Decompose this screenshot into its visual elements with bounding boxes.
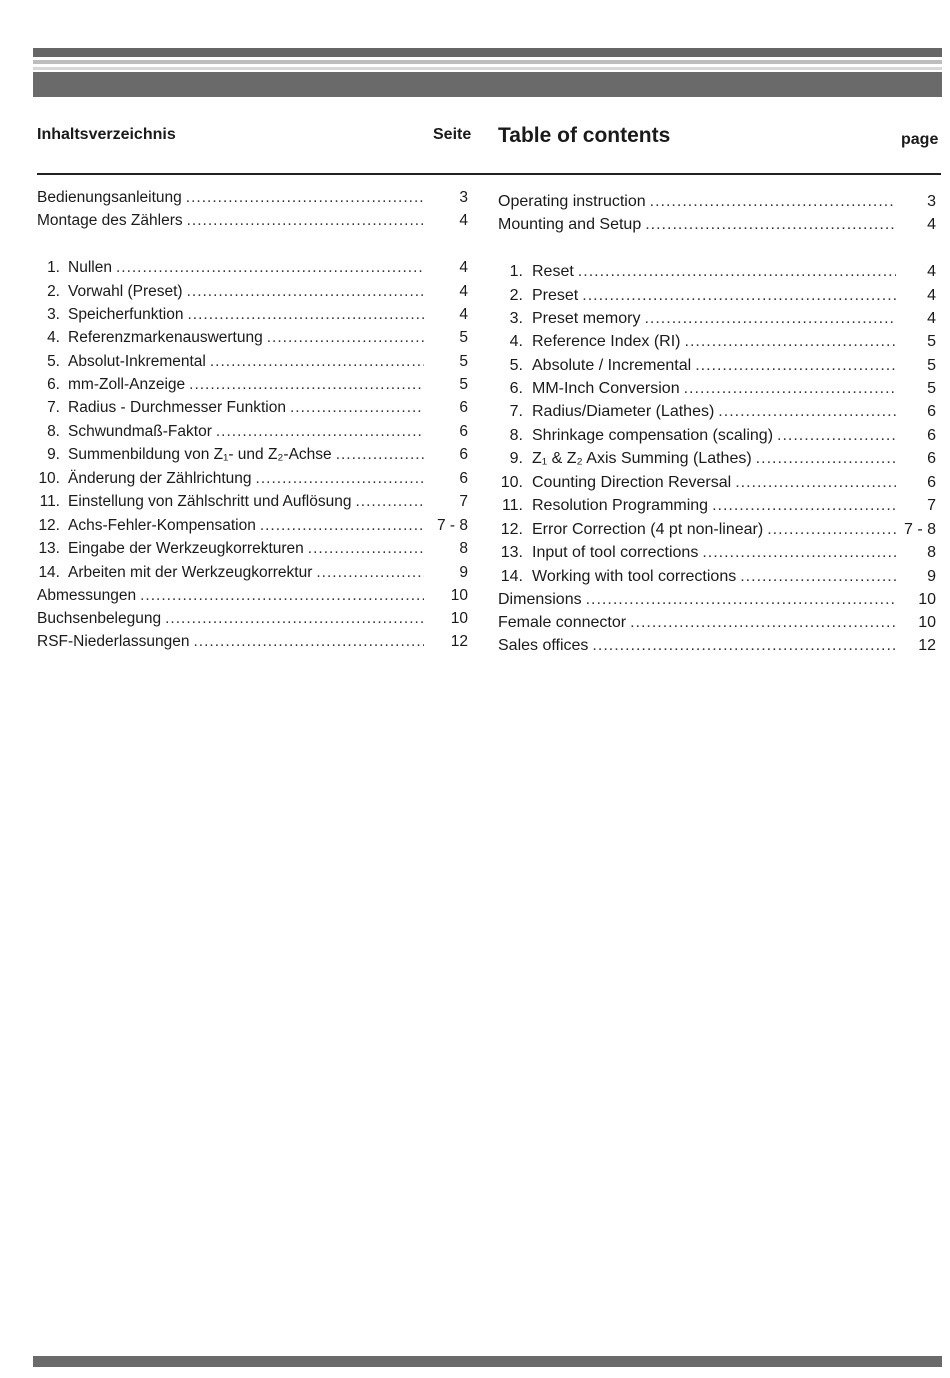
toc-entry-page: 8	[927, 544, 936, 561]
dot-leader	[735, 473, 896, 493]
toc-entry-label: Nullen	[68, 259, 112, 276]
toc-entry-page: 5	[459, 353, 468, 370]
toc-entry-page: 5	[459, 376, 468, 393]
toc-entry[interactable]	[37, 188, 468, 208]
dot-leader	[650, 192, 896, 212]
dot-leader	[740, 567, 896, 587]
toc-entry-number: 12.	[38, 517, 60, 534]
toc-entry-number: 3.	[509, 310, 523, 327]
dot-leader	[256, 469, 424, 489]
toc-entry-label: Z₁ & Z₂ Axis Summing (Lathes)	[532, 450, 752, 467]
toc-entry[interactable]	[498, 379, 936, 399]
toc-entry-page: 4	[927, 287, 936, 304]
toc-entry-label: Error Correction (4 pt non-linear)	[532, 521, 764, 538]
toc-entry-label: Dimensions	[498, 591, 582, 608]
toc-entry-page: 6	[927, 427, 936, 444]
toc-entry-page: 5	[927, 357, 936, 374]
dot-leader	[165, 609, 424, 629]
toc-entry-label: Female connector	[498, 614, 627, 631]
toc-entry-label: Montage des Zählers	[37, 212, 183, 229]
dot-leader	[756, 449, 896, 469]
toc-entry-number: 3.	[47, 306, 60, 323]
toc-entry[interactable]	[37, 305, 468, 325]
dot-leader	[685, 332, 896, 352]
dot-leader	[702, 543, 896, 563]
toc-entry-page: 10	[450, 610, 468, 627]
toc-entry[interactable]	[498, 590, 936, 610]
toc-entry[interactable]	[498, 215, 936, 235]
toc-entry-label: Radius/Diameter (Lathes)	[532, 403, 715, 420]
toc-entry[interactable]	[498, 402, 936, 422]
toc-entry-page: 6	[927, 474, 936, 491]
toc-entry-label: Vorwahl (Preset)	[68, 283, 183, 300]
toc-entry[interactable]	[498, 309, 936, 329]
dot-leader	[630, 613, 896, 633]
dot-leader	[712, 496, 896, 516]
toc-entry-page: 6	[459, 446, 468, 463]
toc-entry[interactable]	[37, 609, 468, 629]
toc-entry[interactable]	[37, 422, 468, 442]
toc-entry-number: 11.	[501, 497, 523, 514]
dot-leader	[187, 282, 424, 302]
toc-entry-label: Resolution Programming	[532, 497, 709, 514]
toc-entry[interactable]	[37, 492, 468, 512]
toc-entry-number: 1.	[509, 263, 523, 280]
toc-entry[interactable]	[498, 449, 936, 469]
toc-entry[interactable]	[37, 539, 468, 559]
toc-entry-page: 4	[459, 259, 468, 276]
toc-entry-number: 2.	[47, 283, 60, 300]
toc-entry[interactable]	[37, 328, 468, 348]
toc-entry-number: 6.	[509, 380, 523, 397]
toc-entry[interactable]	[498, 567, 936, 587]
toc-english	[498, 0, 939, 660]
page-column-label-german: Seite	[433, 126, 472, 143]
dot-leader	[116, 258, 424, 278]
dot-leader	[260, 516, 424, 536]
dot-leader	[582, 286, 896, 306]
toc-entry-label: Reference Index (RI)	[532, 333, 681, 350]
toc-entry[interactable]	[498, 543, 936, 563]
toc-entry-label: Schwundmaß-Faktor	[68, 423, 212, 440]
toc-entry-label: Input of tool corrections	[532, 544, 699, 561]
toc-entry-label: Speicherfunktion	[68, 306, 184, 323]
toc-entry[interactable]	[498, 473, 936, 493]
toc-title-english: Table of contents	[498, 124, 671, 147]
toc-entry-page: 6	[927, 403, 936, 420]
dot-leader	[695, 356, 896, 376]
dot-leader	[308, 539, 424, 559]
toc-entry-page: 7 - 8	[436, 517, 468, 534]
toc-entry-page: 12	[450, 633, 468, 650]
toc-entry[interactable]	[498, 332, 936, 352]
toc-entry-page: 7	[459, 493, 468, 510]
dot-leader	[644, 309, 896, 329]
toc-entry[interactable]	[37, 352, 468, 372]
toc-entry-label: Absolute / Incremental	[532, 357, 692, 374]
toc-entry-page: 5	[927, 380, 936, 397]
dot-leader	[210, 352, 424, 372]
toc-entry-number: 7.	[47, 399, 60, 416]
toc-entry-label: Reset	[532, 263, 574, 280]
toc-entry-label: Buchsenbelegung	[37, 610, 162, 627]
toc-entry[interactable]	[498, 613, 936, 633]
toc-entry-page: 6	[459, 470, 468, 487]
toc-entry-number: 8.	[509, 427, 523, 444]
toc-entry-page: 10	[918, 614, 936, 631]
page-column-label-english: page	[901, 131, 939, 148]
toc-entry[interactable]	[37, 282, 468, 302]
dot-leader	[718, 402, 896, 422]
toc-entry-label: Counting Direction Reversal	[532, 474, 732, 491]
toc-entry[interactable]	[498, 356, 936, 376]
dot-leader	[290, 398, 424, 418]
toc-entry-label: Referenzmarkenauswertung	[68, 329, 263, 346]
dot-leader	[586, 590, 896, 610]
dot-leader	[267, 328, 424, 348]
dot-leader	[187, 211, 424, 231]
toc-entry[interactable]	[37, 375, 468, 395]
dot-leader	[578, 262, 896, 282]
toc-entry[interactable]	[37, 469, 468, 489]
dot-leader	[316, 563, 424, 583]
toc-entry-page: 4	[927, 310, 936, 327]
toc-german	[37, 0, 468, 660]
toc-entry-label: Preset	[532, 287, 579, 304]
dot-leader	[684, 379, 896, 399]
toc-entry-number: 12.	[500, 521, 523, 538]
toc-entry-label: Bedienungsanleitung	[37, 189, 182, 206]
toc-entry-number: 6.	[47, 376, 60, 393]
toc-entry[interactable]	[498, 192, 936, 212]
toc-entry-label: Achs-Fehler-Kompensation	[68, 517, 256, 534]
toc-entry-label: Preset memory	[532, 310, 641, 327]
toc-entry-number: 10.	[38, 470, 60, 487]
toc-entry-page: 9	[459, 564, 468, 581]
toc-entry-label: Operating instruction	[498, 193, 646, 210]
toc-entry-number: 2.	[509, 287, 523, 304]
toc-entry-label: Arbeiten mit der Werkzeugkorrektur	[68, 564, 313, 581]
dot-leader	[216, 422, 424, 442]
toc-entry[interactable]	[37, 445, 468, 465]
toc-entry-label: Absolut-Inkremental	[68, 353, 206, 370]
toc-entry-label: Änderung der Zählrichtung	[68, 470, 252, 487]
toc-entry-label: Summenbildung von Z₁- und Z₂-Achse	[68, 446, 332, 463]
dot-leader	[767, 520, 896, 540]
toc-entry-number: 14.	[38, 564, 60, 581]
toc-entry-page: 3	[459, 189, 468, 206]
toc-entry-page: 9	[927, 568, 936, 585]
toc-entry-page: 8	[459, 540, 468, 557]
toc-entry-number: 9.	[47, 446, 60, 463]
toc-entry-page: 6	[459, 399, 468, 416]
toc-entry-label: Working with tool corrections	[532, 568, 737, 585]
toc-entry-number: 4.	[509, 333, 523, 350]
toc-entry-page: 4	[927, 263, 936, 280]
toc-entry[interactable]	[37, 632, 468, 652]
toc-entry-page: 4	[459, 283, 468, 300]
toc-entry[interactable]	[498, 262, 936, 282]
toc-entry-number: 13.	[38, 540, 60, 557]
toc-entry-page: 6	[459, 423, 468, 440]
toc-entry-page: 5	[927, 333, 936, 350]
toc-entry-number: 7.	[509, 403, 523, 420]
toc-entry-page: 10	[918, 591, 936, 608]
toc-entry-number: 10.	[500, 474, 523, 491]
dot-leader	[194, 632, 425, 652]
toc-entry-label: Abmessungen	[37, 587, 137, 604]
dot-leader	[189, 375, 424, 395]
toc-entry-label: mm-Zoll-Anzeige	[68, 376, 186, 393]
toc-entry[interactable]	[498, 496, 936, 516]
toc-entry-number: 11.	[39, 493, 60, 510]
toc-entry-label: Mounting and Setup	[498, 216, 642, 233]
toc-entry-number: 9.	[509, 450, 523, 467]
toc-entry[interactable]	[37, 211, 468, 231]
toc-entry-page: 7	[927, 497, 936, 514]
dot-leader	[592, 636, 896, 656]
dot-leader	[336, 445, 424, 465]
toc-entry[interactable]	[37, 563, 468, 583]
toc-entry-label: RSF-Niederlassungen	[37, 633, 190, 650]
toc-entry[interactable]	[498, 426, 936, 446]
dot-leader	[140, 586, 424, 606]
toc-entry-page: 7 - 8	[903, 521, 936, 538]
dot-leader	[187, 305, 424, 325]
toc-entry-page: 4	[459, 306, 468, 323]
dot-leader	[186, 188, 424, 208]
toc-entry-number: 5.	[509, 357, 523, 374]
toc-entry-label: Shrinkage compensation (scaling)	[532, 427, 774, 444]
toc-entry-page: 3	[927, 193, 936, 210]
toc-entry-page: 5	[459, 329, 468, 346]
toc-entry-label: Eingabe der Werkzeugkorrekturen	[68, 540, 304, 557]
toc-entry[interactable]	[37, 258, 468, 278]
toc-entry[interactable]	[37, 398, 468, 418]
toc-entry-number: 4.	[47, 329, 60, 346]
toc-title-german: Inhaltsverzeichnis	[37, 126, 176, 143]
toc-entry-page: 10	[450, 587, 468, 604]
toc-entry-page: 4	[459, 212, 468, 229]
toc-entry-number: 8.	[47, 423, 60, 440]
toc-entry[interactable]	[37, 516, 468, 536]
dot-leader	[355, 492, 424, 512]
dot-leader	[645, 215, 896, 235]
toc-entry[interactable]	[498, 636, 936, 656]
toc-entry-page: 12	[918, 637, 936, 654]
toc-entry-number: 5.	[47, 353, 60, 370]
toc-entry-page: 6	[927, 450, 936, 467]
dot-leader	[777, 426, 896, 446]
toc-entry[interactable]	[498, 520, 936, 540]
toc-entry-page: 4	[927, 216, 936, 233]
toc-entry-number: 13.	[500, 544, 523, 561]
toc-entry-label: MM-Inch Conversion	[532, 380, 680, 397]
toc-entry-number: 14.	[500, 568, 523, 585]
footer-band	[33, 1356, 942, 1367]
toc-entry-label: Einstellung von Zählschritt und Auflösung	[68, 493, 352, 510]
toc-entry-label: Sales offices	[498, 637, 589, 654]
toc-entry[interactable]	[498, 286, 936, 306]
toc-entry[interactable]	[37, 586, 468, 606]
toc-entry-label: Radius - Durchmesser Funktion	[68, 399, 286, 416]
toc-entry-number: 1.	[47, 259, 60, 276]
